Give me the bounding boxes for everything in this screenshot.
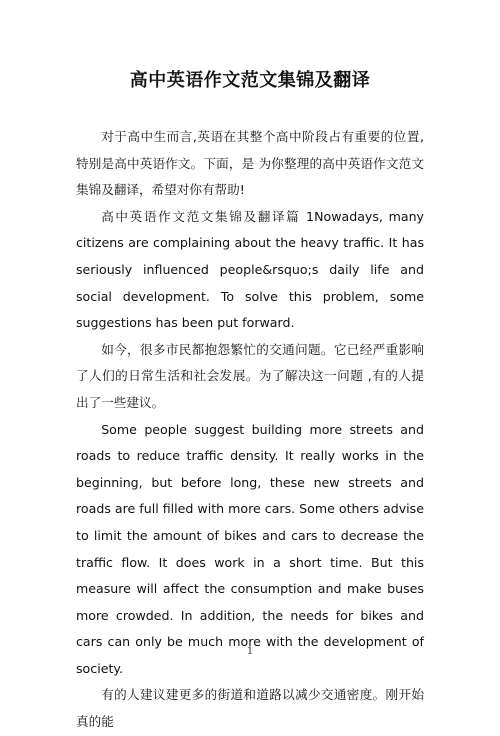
- paragraph-suggestions-chinese: 有的人建议建更多的街道和道路以减少交通密度。刚开始真的能: [76, 687, 424, 730]
- document-title: 高中英语作文范文集锦及翻译: [129, 70, 371, 91]
- document-body: [76, 124, 424, 736]
- page-number: 1: [246, 646, 254, 657]
- paragraph-suggestions-english: Some people suggest building more streets and roads to reduce traffic density. It really works in the beginning, but before long, these new streets and roads are full filled with more cars. Some others advise to limit the amount of bikes and cars to decrease the traffic flow. It does work in a short time. But this measure will affect the consumption and make buses more crowded. In addition, the needs for bikes and cars can only be much more with the development of society.: [76, 421, 424, 676]
- paragraph-essay-1-english: 高中英语作文范文集锦及翻译篇 1Nowadays, many citizens are complaining about the heavy traffic. It has seriously influenced people&rsquo;s daily life and social development. To solve this problem, some suggestions has been put forward.: [76, 208, 424, 331]
- paragraph-essay-1-chinese: 如今，很多市民都抱怨繁忙的交通问题。它已经严重影响了人们的日常生活和社会发展。为了解决这一问题 ,有的人提出了一些建议。: [76, 341, 424, 410]
- paragraph-intro: 对于高中生而言,英语在其整个高中阶段占有重要的位置,特别是高中英语作文。下面，是 为你整理的高中英语作文范文集锦及翻译，希望对你有帮助!: [76, 129, 424, 198]
